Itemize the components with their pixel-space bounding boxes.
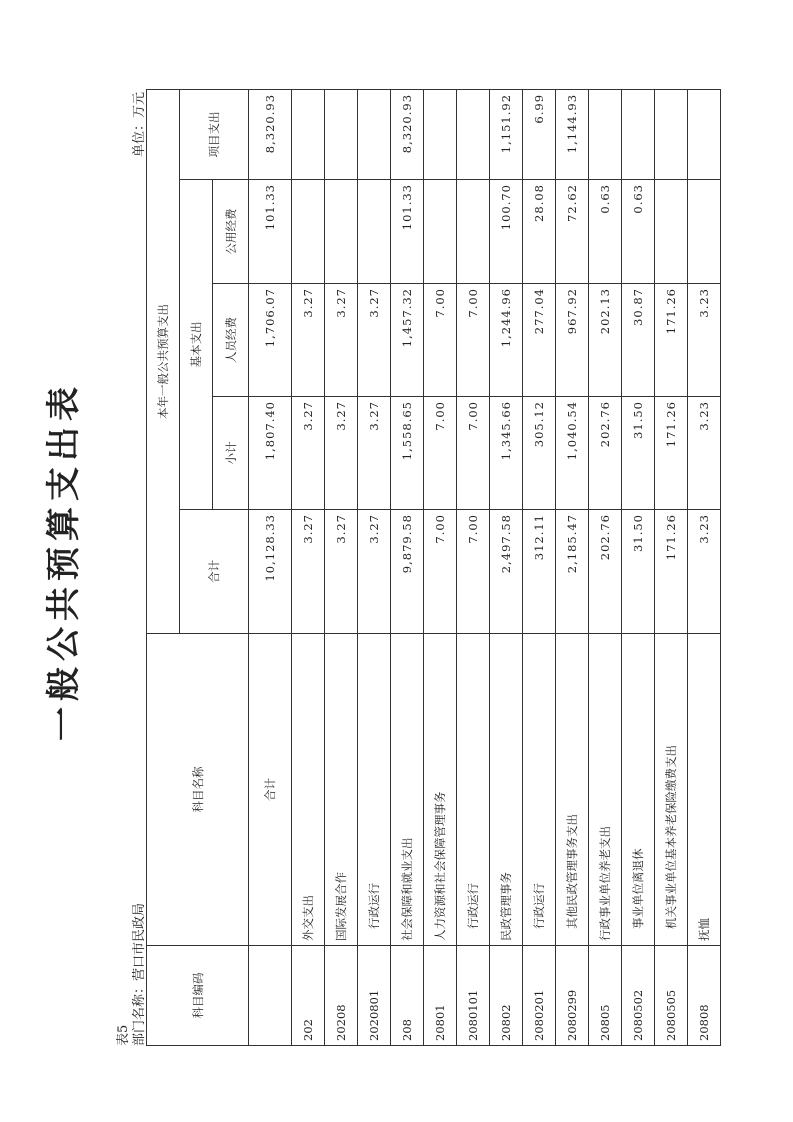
cell-total: 3.27 xyxy=(358,510,391,634)
cell-code: 20208 xyxy=(325,946,358,1046)
cell-public xyxy=(457,180,490,284)
header-current-year: 本年一般公共预算支出 xyxy=(147,89,180,633)
cell-personnel: 30.87 xyxy=(622,284,655,397)
cell-total: 3.27 xyxy=(292,510,325,634)
header-code: 科目编码 xyxy=(147,946,249,1046)
department-label: 部门名称：营口市民政局 xyxy=(132,902,147,1046)
cell-personnel: 7.00 xyxy=(457,284,490,397)
table-row xyxy=(490,89,523,1045)
header-public: 公用经费 xyxy=(213,180,249,284)
cell-code: 2080502 xyxy=(622,946,655,1046)
page-title: 一般公共预算支出表 xyxy=(44,381,84,741)
table-row xyxy=(457,89,490,1045)
cell-project: 6.99 xyxy=(523,89,556,179)
cell-name: 行政运行 xyxy=(523,634,556,946)
cell-subtotal: 202.76 xyxy=(589,397,622,510)
cell-subtotal: 3.27 xyxy=(325,397,358,510)
cell-personnel: 3.27 xyxy=(292,284,325,397)
cell-code: 2080101 xyxy=(457,946,490,1046)
cell-code xyxy=(249,946,292,1046)
cell-name: 民政管理事务 xyxy=(490,634,523,946)
cell-subtotal: 7.00 xyxy=(424,397,457,510)
budget-expenditure-table xyxy=(146,89,721,1046)
cell-total: 171.26 xyxy=(655,510,688,634)
cell-code: 20808 xyxy=(688,946,721,1046)
header-name: 科目名称 xyxy=(147,634,249,946)
cell-subtotal: 3.23 xyxy=(688,397,721,510)
cell-code: 20805 xyxy=(589,946,622,1046)
table-row xyxy=(688,89,721,1045)
cell-project xyxy=(655,89,688,179)
cell-personnel: 7.00 xyxy=(424,284,457,397)
cell-project xyxy=(325,89,358,179)
cell-total: 7.00 xyxy=(424,510,457,634)
cell-personnel: 202.13 xyxy=(589,284,622,397)
table-row xyxy=(589,89,622,1045)
cell-personnel: 277.04 xyxy=(523,284,556,397)
table-row xyxy=(655,89,688,1045)
cell-personnel: 967.92 xyxy=(556,284,589,397)
table-row xyxy=(424,89,457,1045)
cell-project xyxy=(622,89,655,179)
cell-subtotal: 305.12 xyxy=(523,397,556,510)
cell-public: 100.70 xyxy=(490,180,523,284)
cell-code: 2080505 xyxy=(655,946,688,1046)
header-total: 合计 xyxy=(180,510,249,634)
cell-subtotal: 7.00 xyxy=(457,397,490,510)
cell-public: 101.33 xyxy=(249,180,292,284)
cell-total: 3.27 xyxy=(325,510,358,634)
cell-personnel: 1,244.96 xyxy=(490,284,523,397)
cell-project xyxy=(589,89,622,179)
table-row xyxy=(358,89,391,1045)
cell-total: 9,879.58 xyxy=(391,510,424,634)
table-row xyxy=(622,89,655,1045)
cell-public: 0.63 xyxy=(589,180,622,284)
cell-project: 1,144.93 xyxy=(556,89,589,179)
cell-public xyxy=(688,180,721,284)
cell-personnel: 171.26 xyxy=(655,284,688,397)
cell-project: 8,320.93 xyxy=(249,89,292,179)
cell-personnel: 3.27 xyxy=(325,284,358,397)
cell-subtotal: 1,040.54 xyxy=(556,397,589,510)
cell-subtotal: 3.27 xyxy=(292,397,325,510)
cell-subtotal: 1,345.66 xyxy=(490,397,523,510)
cell-name: 抚恤 xyxy=(688,634,721,946)
cell-public: 72.62 xyxy=(556,180,589,284)
cell-project xyxy=(424,89,457,179)
header-project: 项目支出 xyxy=(180,89,249,179)
cell-total: 31.50 xyxy=(622,510,655,634)
cell-total: 3.23 xyxy=(688,510,721,634)
cell-name: 合计 xyxy=(249,634,292,946)
table-row xyxy=(292,89,325,1045)
cell-public: 28.08 xyxy=(523,180,556,284)
table-row xyxy=(325,89,358,1045)
cell-subtotal: 1,807.40 xyxy=(249,397,292,510)
cell-code: 2020801 xyxy=(358,946,391,1046)
cell-subtotal: 31.50 xyxy=(622,397,655,510)
cell-project: 8,320.93 xyxy=(391,89,424,179)
header-basic: 基本支出 xyxy=(180,180,213,510)
table-row xyxy=(391,89,424,1045)
cell-code: 208 xyxy=(391,946,424,1046)
cell-project xyxy=(688,89,721,179)
cell-public xyxy=(292,180,325,284)
table-row xyxy=(556,89,589,1045)
cell-name: 社会保障和就业支出 xyxy=(391,634,424,946)
cell-name: 机关事业单位基本养老保险缴费支出 xyxy=(655,634,688,946)
cell-name: 行政事业单位养老支出 xyxy=(589,634,622,946)
cell-total: 202.76 xyxy=(589,510,622,634)
cell-code: 20802 xyxy=(490,946,523,1046)
cell-public xyxy=(325,180,358,284)
cell-name: 其他民政管理事务支出 xyxy=(556,634,589,946)
table-header xyxy=(147,89,249,1045)
cell-subtotal: 171.26 xyxy=(655,397,688,510)
table-number-label: 表5 xyxy=(116,1024,131,1046)
cell-public xyxy=(358,180,391,284)
cell-personnel: 3.23 xyxy=(688,284,721,397)
cell-personnel: 1,457.32 xyxy=(391,284,424,397)
header-subtotal: 小计 xyxy=(213,397,249,510)
cell-total: 312.11 xyxy=(523,510,556,634)
cell-name: 行政运行 xyxy=(457,634,490,946)
cell-personnel: 1,706.07 xyxy=(249,284,292,397)
cell-public xyxy=(424,180,457,284)
cell-name: 人力资源和社会保障管理事务 xyxy=(424,634,457,946)
cell-name: 行政运行 xyxy=(358,634,391,946)
cell-personnel: 3.27 xyxy=(358,284,391,397)
cell-code: 202 xyxy=(292,946,325,1046)
cell-public: 0.63 xyxy=(622,180,655,284)
cell-code: 2080201 xyxy=(523,946,556,1046)
cell-total: 2,185.47 xyxy=(556,510,589,634)
table-row xyxy=(249,89,292,1045)
cell-project xyxy=(358,89,391,179)
table-row xyxy=(523,89,556,1045)
cell-project xyxy=(457,89,490,179)
header-personnel: 人员经费 xyxy=(213,284,249,397)
cell-total: 10,128.33 xyxy=(249,510,292,634)
cell-code: 20801 xyxy=(424,946,457,1046)
cell-code: 2080299 xyxy=(556,946,589,1046)
cell-total: 7.00 xyxy=(457,510,490,634)
cell-name: 事业单位离退休 xyxy=(622,634,655,946)
cell-project xyxy=(292,89,325,179)
cell-name: 国际发展合作 xyxy=(325,634,358,946)
cell-subtotal: 1,558.65 xyxy=(391,397,424,510)
table-body xyxy=(249,89,721,1045)
cell-project: 1,151.92 xyxy=(490,89,523,179)
cell-public: 101.33 xyxy=(391,180,424,284)
cell-total: 2,497.58 xyxy=(490,510,523,634)
cell-subtotal: 3.27 xyxy=(358,397,391,510)
unit-label: 单位：万元 xyxy=(132,91,147,157)
cell-public xyxy=(655,180,688,284)
cell-name: 外交支出 xyxy=(292,634,325,946)
